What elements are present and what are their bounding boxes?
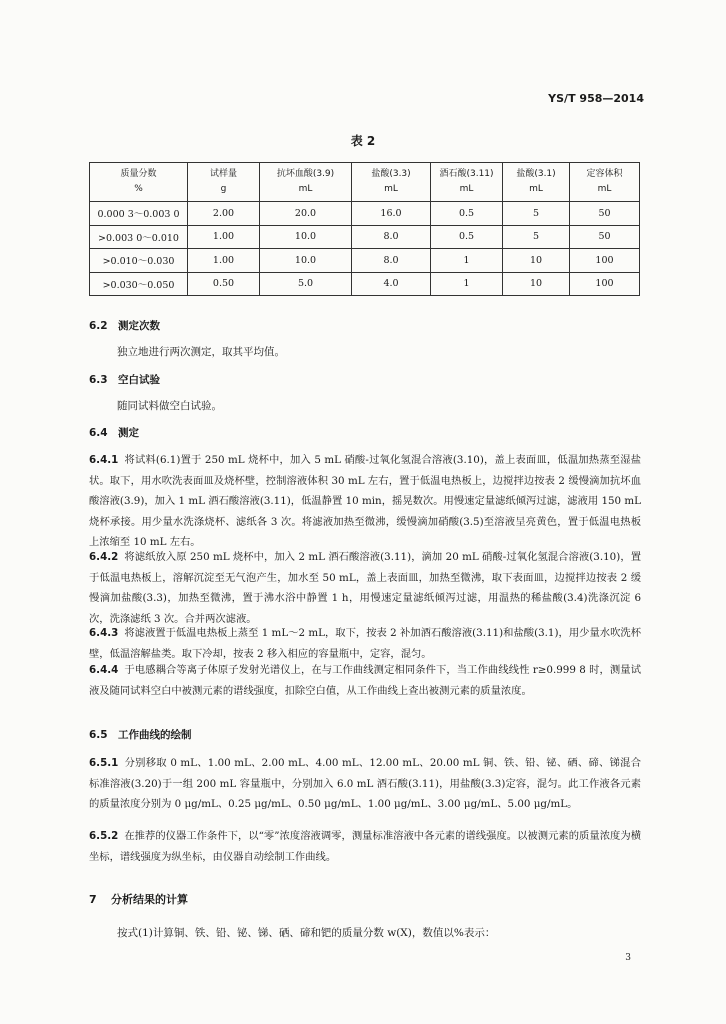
paragraph-6-5-1: 6.5.1 分别移取 0 mL、1.00 mL、2.00 mL、4.00 mL、12.00 mL、20.00 mL 铜、铁、铅、铋、硒、碲、锑混合标准溶液(3.20)于一组 200 mL 容量瓶中，分别加入 6.0 mL 酒石酸(3.11)，用盐酸(3.3)定容，混匀。此工作液各元素的质量浓度分别为 0 μg/mL、0.25 μg/mL、0.50 μg/mL、1.00 μg/mL、3.00 μg/mL、5.00 μg/mL。 (89, 757, 641, 811)
section-heading-6-4: 6.4 测定 (89, 427, 139, 439)
cell: 0.5 (431, 202, 503, 226)
cell: 100 (570, 249, 640, 273)
cell: 5.0 (260, 272, 352, 296)
table-title: 表 2 (350, 134, 376, 148)
paragraph-6-5-2: 6.5.2 在推荐的仪器工作条件下，以“零”浓度溶液调零，测量标准溶液中各元素的谱线强度。以被测元素的质量浓度为横坐标，谱线强度为纵坐标，由仪器自动绘制工作曲线。 (89, 830, 641, 863)
page-number: 3 (625, 953, 631, 963)
cell: 1 (431, 249, 503, 273)
cell: >0.030～0.050 (90, 272, 188, 296)
section-heading-6-5: 6.5 工作曲线的绘制 (89, 729, 192, 741)
paragraph-6-4-1: 6.4.1 将试料(6.1)置于 250 mL 烧杯中，加入 5 mL 硝酸-过氧化氢混合溶液(3.10)，盖上表面皿，低温加热蒸至湿盐状。取下，用水吹洗表面皿及烧杯壁，控制溶液体积 30 mL 左右，置于低温电热板上，边搅拌边按表 2 缓慢滴加抗坏血酸溶液(3.9)，加入 1 mL 酒石酸溶液(3.11)，低温静置 10 min，摇晃数次。用慢速定量滤纸倾泻过滤，滤液用 150 mL 烧杯承接。用少量水洗涤烧杯、滤纸各 3 次。将滤液加热至微沸，缓慢滴加硝酸(3.5)至溶液呈亮黄色，置于低温电热板上浓缩至 10 mL 左右。 (89, 454, 641, 549)
table-row (90, 272, 640, 296)
table-row (90, 202, 640, 226)
section-text-6-3: 随同试料做空白试验。 (117, 400, 222, 412)
table-row (90, 249, 640, 273)
section-text-6-2: 独立地进行两次测定，取其平均值。 (117, 346, 285, 358)
cell: 10 (503, 272, 570, 296)
cell: 16.0 (352, 202, 431, 226)
cell: 0.000 3～0.003 0 (90, 202, 188, 226)
header-mass-fraction: 质量分数 % (90, 163, 188, 202)
table-row (90, 225, 640, 249)
section-text-7: 按式(1)计算铜、铁、铅、铋、锑、硒、碲和钯的质量分数 w(X)，数值以%表示： (117, 927, 496, 939)
cell: 50 (570, 202, 640, 226)
cell: 8.0 (352, 225, 431, 249)
cell: >0.003 0～0.010 (90, 225, 188, 249)
cell: 100 (570, 272, 640, 296)
cell: 10 (503, 249, 570, 273)
reagent-table (89, 162, 640, 296)
cell: 1 (431, 272, 503, 296)
cell: 10.0 (260, 249, 352, 273)
cell: >0.010～0.030 (90, 249, 188, 273)
cell: 50 (570, 225, 640, 249)
cell: 2.00 (188, 202, 260, 226)
cell: 8.0 (352, 249, 431, 273)
standard-code: YS/T 958—2014 (548, 92, 644, 105)
header-tartaric-acid: 酒石酸(3.11) mL (431, 163, 503, 202)
cell: 0.5 (431, 225, 503, 249)
header-final-volume: 定容体积 mL (570, 163, 640, 202)
header-hcl-33: 盐酸(3.3) mL (352, 163, 431, 202)
paragraph-6-4-4: 6.4.4 于电感耦合等离子体原子发射光谱仪上，在与工作曲线测定相同条件下，当工作曲线线性 r≥0.999 8 时，测量试液及随同试料空白中被测元素的谱线强度，扣除空白值，从工作曲线上查出被测元素的质量浓度。 (89, 664, 641, 697)
cell: 20.0 (260, 202, 352, 226)
paragraph-6-4-2: 6.4.2 将滤纸放入原 250 mL 烧杯中，加入 2 mL 酒石酸溶液(3.11)，滴加 20 mL 硝酸-过氧化氢混合溶液(3.10)，置于低温电热板上，溶解沉淀至无气泡产生，加水至 50 mL，盖上表面皿，加热至微沸，取下表面皿，边搅拌边按表 2 缓慢滴加盐酸(3.3)，加热至微沸，置于沸水浴中静置 1 h，用慢速定量滤纸倾泻过滤，用温热的稀盐酸(3.4)洗涤沉淀 6 次，洗涤滤纸 3 次。合并两次滤液。 (89, 551, 641, 625)
section-heading-7: 7 分析结果的计算 (89, 893, 188, 906)
section-heading-6-3: 6.3 空白试验 (89, 374, 160, 386)
cell: 1.00 (188, 249, 260, 273)
header-ascorbic-acid: 抗坏血酸(3.9) mL (260, 163, 352, 202)
paragraph-6-4-3: 6.4.3 将滤液置于低温电热板上蒸至 1 mL～2 mL，取下，按表 2 补加酒石酸溶液(3.11)和盐酸(3.1)，用少量水吹洗杯壁，低温溶解盐类。取下冷却，按表 2 移入相应的容量瓶中，定容，混匀。 (89, 627, 641, 660)
header-hcl-31: 盐酸(3.1) mL (503, 163, 570, 202)
cell: 5 (503, 202, 570, 226)
cell: 0.50 (188, 272, 260, 296)
cell: 1.00 (188, 225, 260, 249)
cell: 4.0 (352, 272, 431, 296)
header-sample-mass: 试样量 g (188, 163, 260, 202)
cell: 10.0 (260, 225, 352, 249)
section-heading-6-2: 6.2 测定次数 (89, 320, 160, 332)
cell: 5 (503, 225, 570, 249)
table-header-row (90, 163, 640, 202)
